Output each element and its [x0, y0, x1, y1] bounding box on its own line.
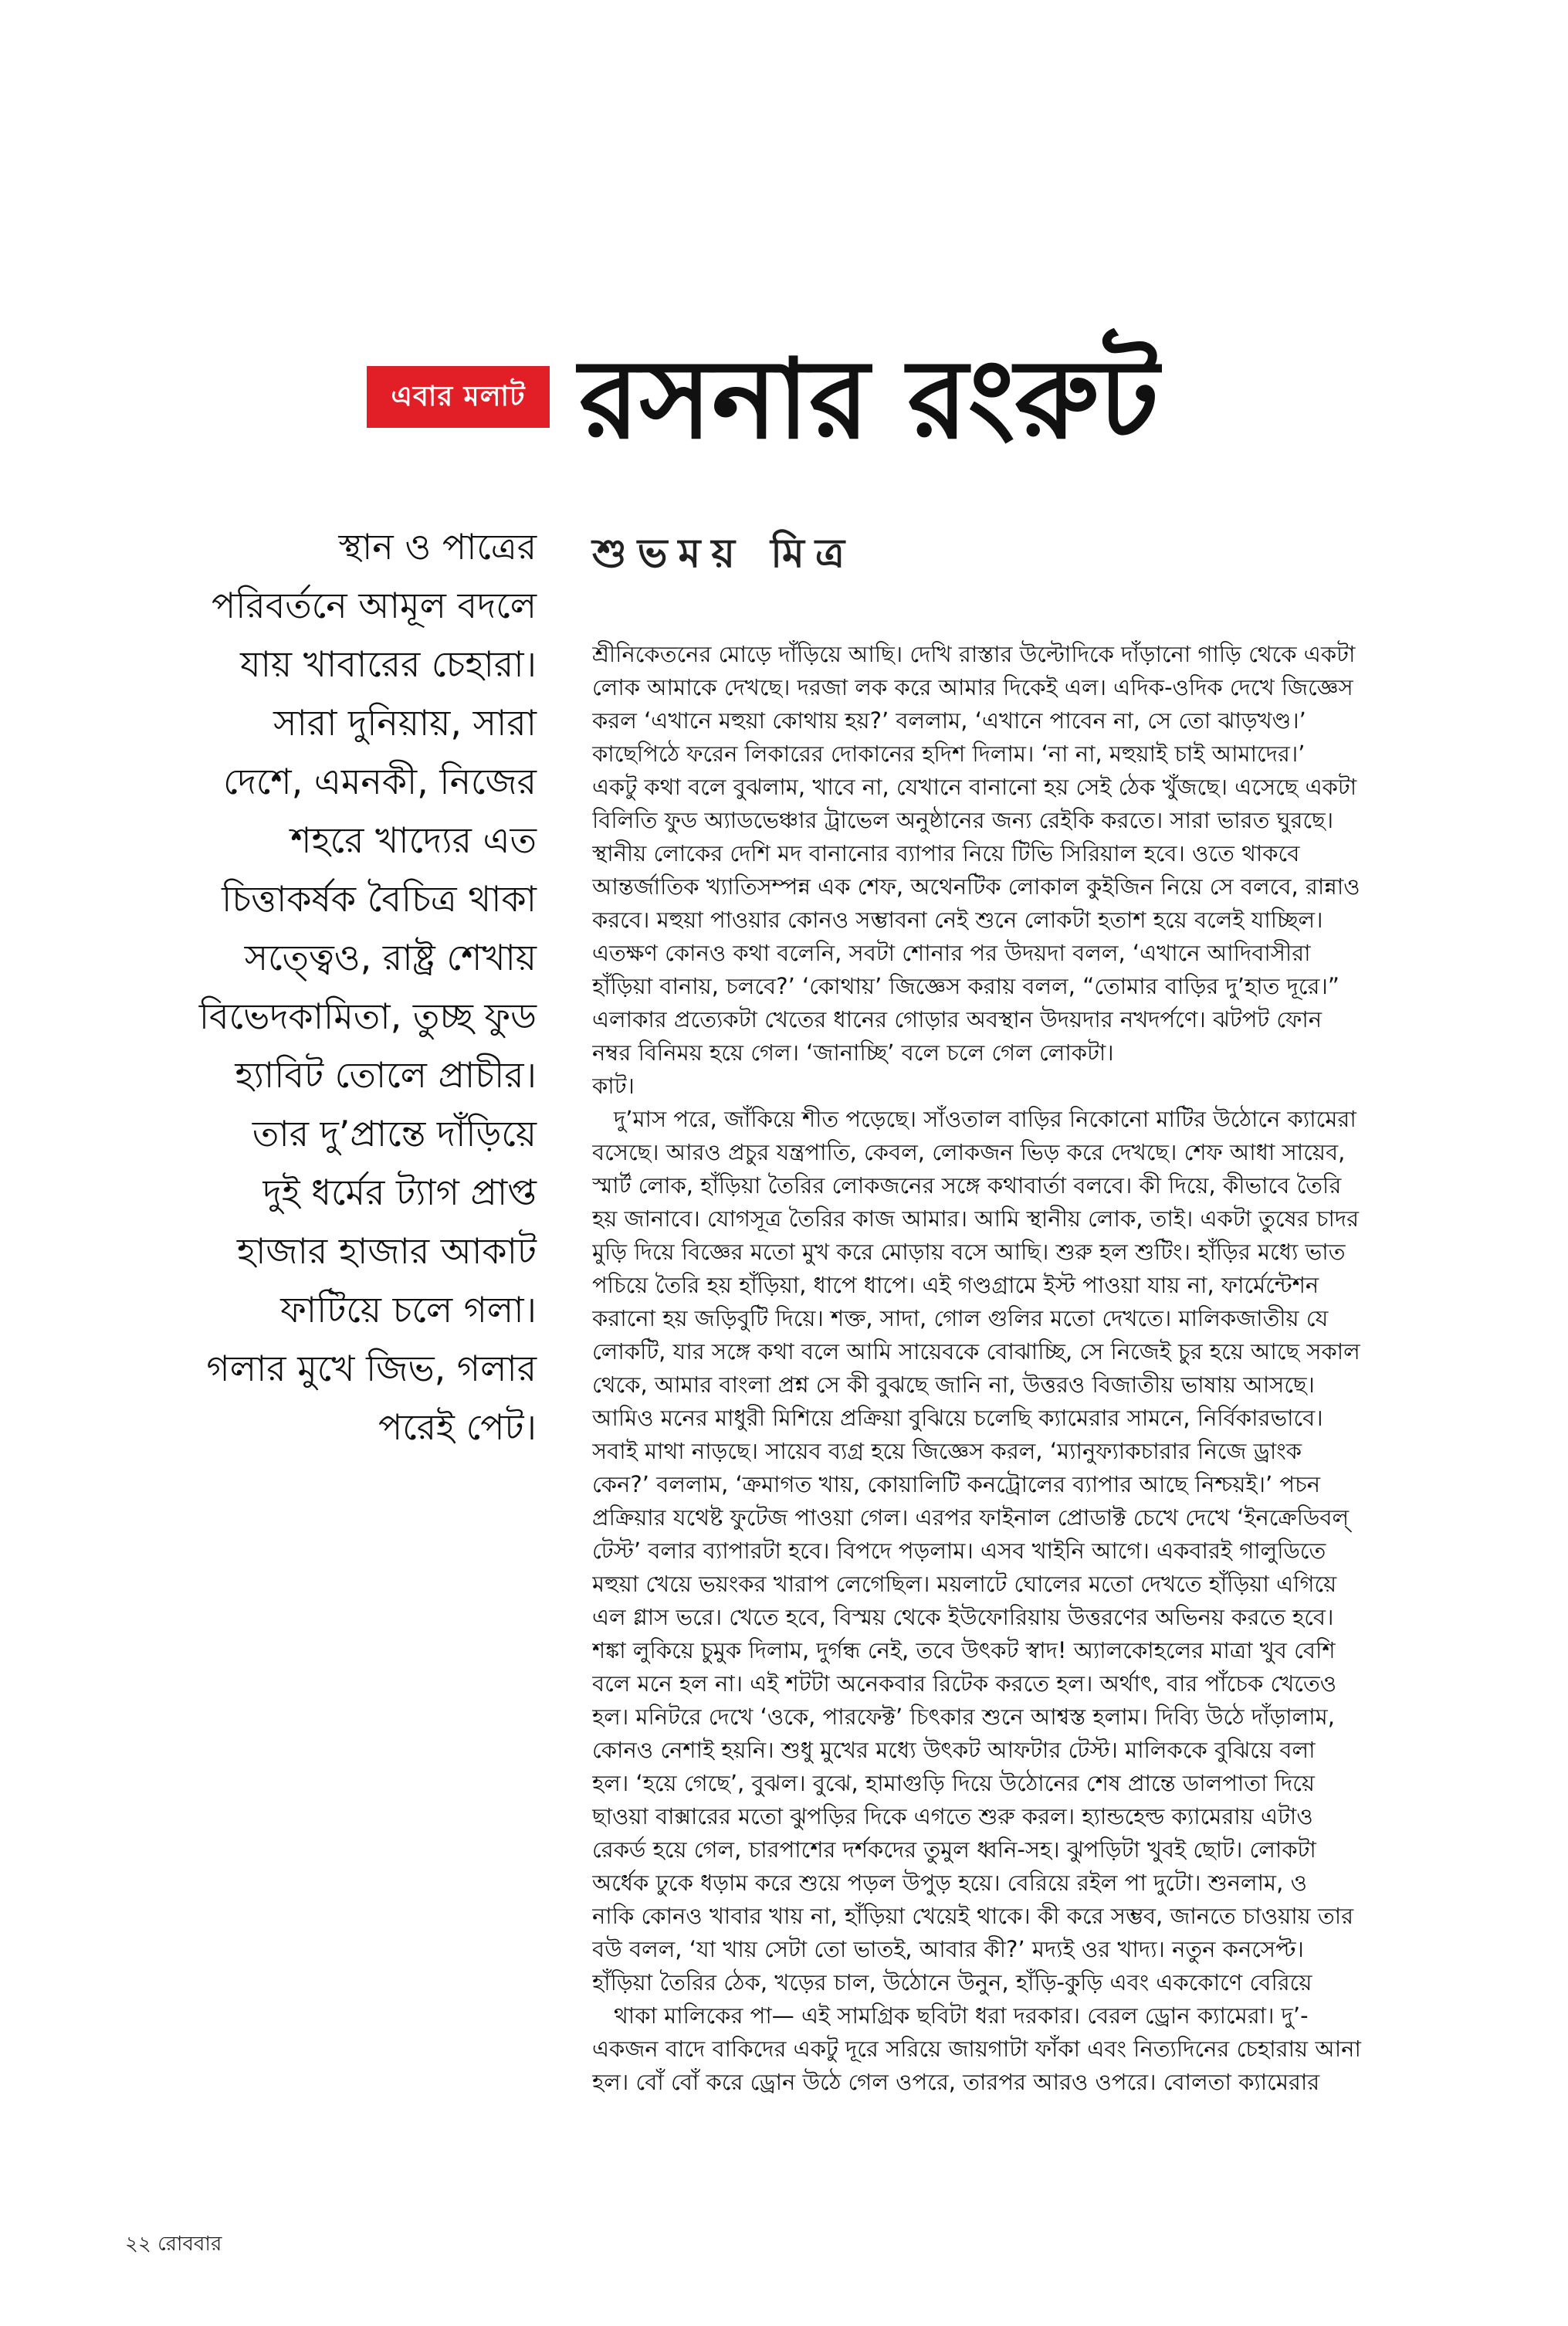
- article-line: একজন বাদে বাকিদের একটু দূরে সরিয়ে জায়গাটা ফাঁকা এবং নিত্যদিনের চেহারায় আনা: [592, 2036, 1361, 2062]
- pull-quote-line: তার দু’প্রান্তে দাঁড়িয়ে: [252, 1113, 537, 1155]
- pull-quote-line: হাজার হাজার আকাট: [236, 1230, 537, 1272]
- pull-quote-line: দেশে, এমনকী, নিজের: [223, 761, 537, 802]
- article-line: ছাওয়া বাক্সারের মতো ঝুপড়ির দিকে এগতে শুরু করল। হ্যান্ডহেল্ড ক্যামেরায় এটাও: [592, 1803, 1313, 1829]
- pull-quote-line: হ্যাবিট তোলে প্রাচীর।: [235, 1054, 537, 1096]
- article-line: একটু কথা বলে বুঝলাম, খাবে না, যেখানে বানানো হয় সেই ঠেক খুঁজছে। এসেছে একটা: [592, 774, 1357, 800]
- author-byline: শুভময় মিত্র: [592, 531, 856, 577]
- article-line: লোক আমাকে দেখছে। দরজা লক করে আমার দিকেই এল। এদিক-ওদিক দেখে জিজ্ঞেস: [592, 674, 1353, 700]
- article-line: অর্ধেক ঢুকে ধড়াম করে শুয়ে পড়ল উপুড় হয়ে। বেরিয়ে রইল পা দুটো। শুনলাম, ও: [592, 1870, 1307, 1896]
- article-line: শ্রীনিকেতনের মোড়ে দাঁড়িয়ে আছি। দেখি রাস্তার উল্টোদিকে দাঁড়ানো গাড়ি থেকে একটা: [592, 641, 1356, 667]
- article-line: থাকা মালিকের পা— এই সামগ্রিক ছবিটা ধরা দরকার। বেরল ড্রোন ক্যামেরা। দু’-: [614, 2002, 1309, 2029]
- pull-quote-line: শহরে খাদ্যের এত: [290, 819, 537, 861]
- article-line: থেকে, আমার বাংলা প্রশ্ন সে কী বুঝছে জানি না, উত্তরও বিজাতীয় ভাষায় আসছে।: [592, 1372, 1315, 1398]
- article-line: বসেছে। আরও প্রচুর যন্ত্রপাতি, কেবল, লোকজন ভিড় করে দেখছে। শেফ আধা সায়েব,: [592, 1139, 1346, 1165]
- article-line: দু’মাস পরে, জাঁকিয়ে শীত পড়েছে। সাঁওতাল বাড়ির নিকোনো মাটির উঠোনে ক্যামেরা: [614, 1106, 1356, 1132]
- article-line: হয় জানাবে। যোগসূত্র তৈরির কাজ আমার। আমি স্থানীয় লোক, তাই। একটা তুষের চাদর: [592, 1205, 1360, 1232]
- pull-quote: [139, 517, 537, 1456]
- article-line: করল ‘এখানে মহুয়া কোথায় হয়?’ বললাম, ‘এখানে পাবেন না, সে তো ঝাড়খণ্ড।’: [592, 707, 1306, 734]
- article-line: স্মার্ট লোক, হাঁড়িয়া তৈরির লোকজনের সঙ্গে কথাবার্তা বলবে। কী দিয়ে, কীভাবে তৈরি: [592, 1172, 1342, 1199]
- article-line: টেস্ট’ বলার ব্যাপারটা হবে। বিপদে পড়লাম। এসব খাইনি আগে। একবারই গালুডিতে: [592, 1538, 1326, 1564]
- section-badge: এবার মলাট: [367, 366, 550, 428]
- pull-quote-line: চিত্তাকর্ষক বৈচিত্র থাকা: [222, 878, 537, 920]
- article-line: হল। মনিটরে দেখে ‘ওকে, পারফেক্ট’ চিৎকার শুনে আশ্বস্ত হলাম। দিব্যি উঠে দাঁড়ালাম,: [592, 1704, 1335, 1730]
- article-line: [592, 2099, 1434, 2132]
- article-line: প্রক্রিয়ার যথেষ্ট ফুটেজ পাওয়া গেল। এরপর ফাইনাল প্রোডাক্ট চেখে দেখে ‘ইনক্রেডিবল্‌: [592, 1504, 1350, 1531]
- article-line: কাছেপিঠে ফরেন লিকারের দোকানের হদিশ দিলাম। ‘না না, মহুয়াই চাই আমাদের।’: [592, 741, 1306, 767]
- article-line: কোনও নেশাই হয়নি। শুধু মুখের মধ্যে উৎকট আফটার টেস্ট। মালিককে বুঝিয়ে বলা: [592, 1737, 1316, 1763]
- article-line: বউ বলল, ‘যা খায় সেটা তো ভাতই, আবার কী?’ মদ্যই ওর খাদ্য। নতুন কনসেপ্ট।: [592, 1936, 1304, 1962]
- pull-quote-line: বিভেদকামিতা, তুচ্ছ ফুড: [198, 995, 537, 1037]
- article-line: হল। বোঁ বোঁ করে ড্রোন উঠে গেল ওপরে, তারপর আরও ওপরে। বোলতা ক্যামেরার: [592, 2069, 1320, 2095]
- pull-quote-line: সারা দুনিয়ায়, সারা: [273, 702, 537, 744]
- article-line: লোকটি, যার সঙ্গে কথা বলে আমি সায়েবকে বোঝাচ্ছি, সে নিজেই চুর হয়ে আছে সকাল: [592, 1338, 1360, 1365]
- article-line: হল। ‘হয়ে গেছে’, বুঝল। বুঝে, হামাগুড়ি দিয়ে উঠোনের শেষ প্রান্তে ডালপাতা দিয়ে: [592, 1770, 1315, 1796]
- article-line: পচিয়ে তৈরি হয় হাঁড়িয়া, ধাপে ধাপে। এই গণ্ডগ্রামে ইস্ট পাওয়া যায় না, ফার্মেন্টেশন: [592, 1272, 1319, 1298]
- article-line: শঙ্কা লুকিয়ে চুমুক দিলাম, দুর্গন্ধ নেই, তবে উৎকট স্বাদ! অ্যালকোহলের মাত্রা খুব বেশি: [592, 1637, 1336, 1663]
- article-line: মুড়ি দিয়ে বিজ্ঞের মতো মুখ করে মোড়ায় বসে আছি। শুরু হল শুটিং। হাঁড়ির মধ্যে ভাত: [592, 1239, 1346, 1265]
- pull-quote-line: স্থান ও পাত্রের: [338, 526, 537, 568]
- article-line: হাঁড়িয়া বানায়, চলবে?’ ‘কোথায়’ জিজ্ঞেস করায় বলল, “তোমার বাড়ির দু’হাত দূরে।”: [592, 973, 1339, 999]
- pull-quote-line: গলার মুখে জিভ, গলার: [206, 1348, 537, 1389]
- article-title: রসনার রংরুট: [579, 336, 1159, 463]
- article-line: রেকর্ড হয়ে গেল, চারপাশের দর্শকদের তুমুল ধ্বনি-সহ। ঝুপড়িটা খুবই ছোট। লোকটা: [592, 1836, 1316, 1863]
- article-line: হাঁড়িয়া তৈরির ঠেক, খড়ের চাল, উঠোনে উনুন, হাঁড়ি-কুড়ি এবং এককোণে বেরিয়ে: [592, 1969, 1312, 1995]
- article-line: মহুয়া খেয়ে ভয়ংকর খারাপ লেগেছিল। ময়লাটে ঘোলের মতো দেখতে হাঁড়িয়া এগিয়ে: [592, 1571, 1337, 1597]
- pull-quote-line: যায় খাবারের চেহারা।: [240, 643, 537, 685]
- pull-quote-line: ফাটিয়ে চলে গলা।: [280, 1289, 537, 1331]
- article-line: করবে। মহুয়া পাওয়ার কোনও সম্ভাবনা নেই শুনে লোকটা হতাশ হয়ে বলেই যাচ্ছিল।: [592, 907, 1323, 933]
- article-line: আন্তর্জাতিক খ্যাতিসম্পন্ন এক শেফ, অথেনটিক লোকাল কুইজিন নিয়ে সে বলবে, রান্নাও: [592, 873, 1360, 900]
- pull-quote-line: পরেই পেট।: [378, 1406, 537, 1448]
- article-line: করানো হয় জড়িবুটি দিয়ে। শক্ত, সাদা, গোল গুলির মতো দেখতে। মালিকজাতীয় যে: [592, 1305, 1329, 1331]
- article-line: এল গ্লাস ভরে। খেতে হবে, বিস্ময় থেকে ইউফোরিয়ায় উত্তরণের অভিনয় করতে হবে।: [592, 1604, 1334, 1630]
- article-line: কাট।: [592, 1073, 635, 1099]
- pull-quote-line: দুই ধর্মের ট্যাগ প্রাপ্ত: [262, 1171, 537, 1213]
- article-line: নাকি কোনও খাবার খায় না, হাঁড়িয়া খেয়েই থাকে। কী করে সম্ভব, জানতে চাওয়ায় তার: [592, 1903, 1354, 1929]
- article-body: [592, 638, 1434, 2132]
- page-folio: ২২ রোববার: [125, 2233, 222, 2256]
- article-line: আমিও মনের মাধুরী মিশিয়ে প্রক্রিয়া বুঝিয়ে চলেছি ক্যামেরার সামনে, নির্বিকারভাবে।: [592, 1405, 1323, 1431]
- article-line: এতক্ষণ কোনও কথা বলেনি, সবটা শোনার পর উদয়দা বলল, ‘এখানে আদিবাসীরা: [592, 940, 1311, 966]
- article-line: বলে মনে হল না। এই শটটা অনেকবার রিটেক করতে হল। অর্থাৎ, বার পাঁচেক খেতেও: [592, 1670, 1337, 1697]
- article-line: কেন?’ বললাম, ‘ক্রমাগত খায়, কোয়ালিটি কনট্রোলের ব্যাপার আছে নিশ্চয়ই।’ পচন: [592, 1471, 1321, 1497]
- pull-quote-line: পরিবর্তনে আমূল বদলে: [212, 585, 537, 626]
- article-line: স্থানীয় লোকের দেশি মদ বানানোর ব্যাপার নিয়ে টিভি সিরিয়াল হবে। ওতে থাকবে: [592, 840, 1300, 866]
- article-line: এলাকার প্রত্যেকটা খেতের ধানের গোড়ার অবস্থান উদয়দার নখদর্পণে। ঝটপট ফোন: [592, 1006, 1322, 1032]
- article-line: বিলিতি ফুড অ্যাডভেঞ্চার ট্রাভেল অনুষ্ঠানের জন্য রেইকি করতে। সারা ভারত ঘুরছে।: [592, 807, 1334, 833]
- article-line: সবাই মাথা নাড়ছে। সায়েব ব্যগ্র হয়ে জিজ্ঞেস করল, ‘ম্যানুফ্যাকচারার নিজে ড্রাংক: [592, 1438, 1302, 1464]
- pull-quote-line: সত্ত্বেও, রাষ্ট্র শেখায়: [244, 937, 537, 978]
- article-line: নম্বর বিনিময় হয়ে গেল। ‘জানাচ্ছি’ বলে চলে গেল লোকটা।: [592, 1039, 1114, 1066]
